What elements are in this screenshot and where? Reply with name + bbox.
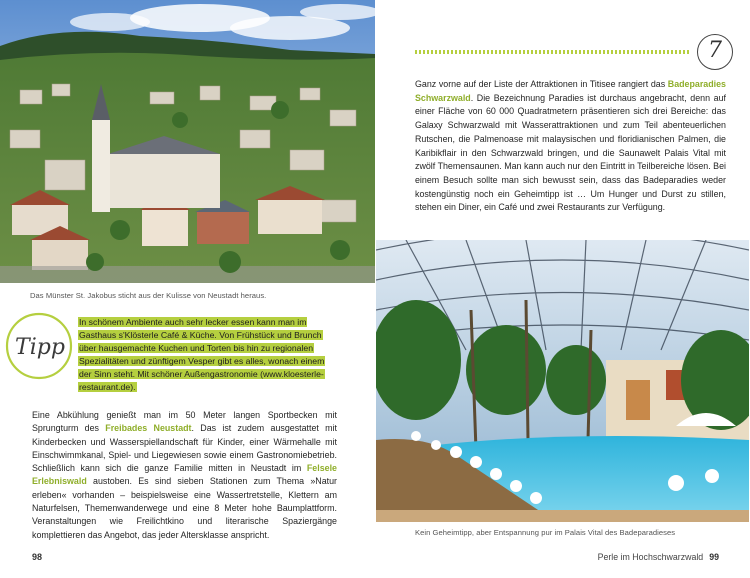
right-body-part2: . Die Bezeichnung Paradies ist durchaus angebracht, denn auf einer Fläche von 60 000 Quadratmetern präsentieren sich drei Bereiche: das Galaxy Schwarzwald mit Wasserattraktionen und zum Teil abenteuerlichen Rutschen, die Palmenoase mit malaysischen und floridianischen Palmen, die Karibikflair in den Schwarzwald bringen, und die Saunawelt Palais Vital mit zwölf Themensaunen. Man kann auch nur den Eintritt in Teilbereiche lösen. Bei einem Besuch sollte man sich bewusst sein, dass das Badeparadies weder kostengünstig noch ein Geheimtipp ist … Um Hunger und Durst zu stillen, stehen ein Diner, ein Café und zwei Restaurants zur Verfügung. <box>415 92 726 213</box>
town-photo-caption: Das Münster St. Jakobus sticht aus der Kulisse von Neustadt heraus. <box>30 291 267 300</box>
spa-pool-photo <box>376 240 749 522</box>
dashed-divider <box>415 50 691 54</box>
tipp-highlighted-text: In schönem Ambiente auch sehr lecker essen kann man im Gasthaus s'Klösterle Café & Küche. Von Frühstück und Brunch über hausgemachte Kuchen und Torten bis hin zu regionalen Spezialitäten und zünftigem Vesper gibt es alles, wonach einem der Sinn steht. Mit schöner Außengastronomie (www.kloesterle-restaurant.de). <box>79 317 325 393</box>
running-title: Perle im Hochschwarzwald <box>597 552 704 562</box>
tipp-label: Tipp <box>15 335 65 360</box>
page-number-right: 99 <box>709 552 719 562</box>
pool-photo-caption: Kein Geheimtipp, aber Entspannung pur im Palais Vital des Badeparadieses <box>415 528 676 537</box>
left-body-text <box>32 409 337 542</box>
tipp-box-text <box>78 316 336 395</box>
right-page <box>375 0 750 578</box>
right-body-text <box>415 78 726 215</box>
left-body-part3: austoben. Es sind sieben Stationen zum Thema »Natur erleben« vorhanden – beispielsweise eine Wassertretstelle, Klettern am Naturfelsen, Themenwanderwege und eine 8 Meter hohe Baumplattform. Veranstaltungen wie Freilichtkino und literarische Spaziergänge komplettieren das Angebot, das jeder Altersklasse anspricht. <box>32 476 337 540</box>
town-aerial-photo <box>0 0 375 283</box>
freibad-neustadt-link: Freibades Neustadt <box>105 423 192 434</box>
page-footer-right <box>598 552 719 562</box>
tipp-badge <box>3 309 75 383</box>
page-number-left: 98 <box>32 552 43 562</box>
right-body-part1: Ganz vorne auf der Liste der Attraktionen in Titisee rangiert das <box>415 79 668 89</box>
section-number-badge: 7 <box>697 34 733 70</box>
left-body-part1: Eine Abkühlung genießt man im 50 Meter langen Sportbecken mit Sprungturm des <box>32 410 337 434</box>
badeparadies-link: Badeparadies Schwarzwald <box>415 79 726 103</box>
left-body-part2: . Das ist zudem ausgestattet mit Kinderbecken und Wasserspiellandschaft für Kinder, einer Wärmehalle mit Einschwimmkanal, Spiel- und Liegewiesen sowie einem Gastronomiebetrieb. Schließlich kann sich die ganze Familie mitten in Neustadt im <box>32 423 337 474</box>
felsele-erlebniswald-link: Felsele Erlebniswald <box>32 463 337 487</box>
